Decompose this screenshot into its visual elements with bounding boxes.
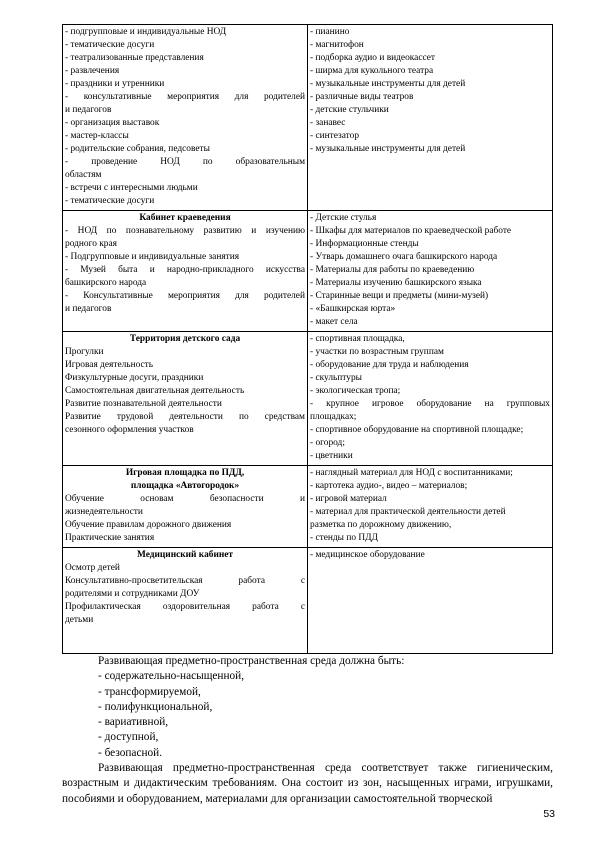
cell-line: - скульптуры xyxy=(310,373,362,383)
cell-line: - экологическая тропа; xyxy=(310,386,401,396)
cell-line: - Старинные вещи и предметы (мини-музей) xyxy=(310,291,489,301)
cell-line: Осмотр детей xyxy=(65,563,120,573)
section-title: Игровая площадка по ПДД, площадка «Автогородок» xyxy=(125,468,245,491)
cell-line: - Консультативные мероприятия для родителей xyxy=(65,291,305,301)
cell-line: - спортивная площадка, xyxy=(310,334,405,344)
list-item: - полифункциональной, xyxy=(98,700,213,713)
right-cell xyxy=(308,466,553,548)
cell-line: Самостоятельная двигательная деятельность xyxy=(65,386,245,396)
cell-line: - стенды по ПДД xyxy=(310,533,378,543)
cell-line: - цветники xyxy=(310,451,353,461)
cell-line: Игровая деятельность xyxy=(65,360,154,370)
cell-line: - музыкальные инструменты для детей xyxy=(310,79,466,89)
cell-line: - тематические досуги xyxy=(65,40,155,50)
cell-line: сезонного оформления участков xyxy=(65,425,194,435)
cell-line: и педагогов xyxy=(65,105,112,115)
cell-line: - консультативные мероприятия для родителей xyxy=(65,92,305,102)
cell-line: - Материалы изучению башкирского языка xyxy=(310,278,482,288)
cell-line: - ширма для кукольного театра xyxy=(310,66,434,76)
cell-line: - крупное игровое оборудование на групповых xyxy=(310,399,550,409)
cell-line: областям xyxy=(65,170,102,180)
cell-line: Практические занятия xyxy=(65,533,155,543)
cell-line: - Подгрупповые и индивидуальные занятия xyxy=(65,252,240,262)
cell-line: Обучение основам безопасности и xyxy=(65,494,305,504)
cell-line: - театрализованные представления xyxy=(65,53,204,63)
cell-line: - организация выставок xyxy=(65,118,160,128)
table-row xyxy=(63,25,553,211)
prose-intro: Развивающая предметно-пространственная среда должна быть: xyxy=(98,655,405,667)
cell-line: Развитие трудовой деятельности по средствам xyxy=(65,412,305,422)
cell-line: - детские стульчики xyxy=(310,105,389,115)
requirements-list xyxy=(62,669,553,761)
cell-line: - участки по возрастным группам xyxy=(310,347,444,357)
equipment-table xyxy=(62,24,553,654)
cell-line: - синтезатор xyxy=(310,131,360,141)
cell-line: Прогулки xyxy=(65,347,104,357)
left-cell xyxy=(63,211,308,332)
cell-line: разметка по дорожному движению, xyxy=(310,520,452,530)
cell-line: - спортивное оборудование на спортивной площадке; xyxy=(310,425,524,435)
cell-line: Обучение правилам дорожного движения xyxy=(65,520,232,530)
list-item: - содержательно-насыщенной, xyxy=(98,670,245,683)
cell-line: - праздники и утренники xyxy=(65,79,165,89)
cell-line: - тематические досуги xyxy=(65,196,155,206)
section-title: Кабинет краеведения xyxy=(139,213,231,223)
right-cell xyxy=(308,332,553,466)
cell-line: - пианино xyxy=(310,27,350,37)
cell-line: - «Башкирская юрта» xyxy=(310,304,396,314)
right-cell xyxy=(308,25,553,211)
cell-line: - развлечения xyxy=(65,66,120,76)
right-cell xyxy=(308,211,553,332)
cell-line: - Материалы для работы по краеведению xyxy=(310,265,475,275)
right-cell xyxy=(308,548,553,654)
section-title: Территория детского сада xyxy=(129,334,241,344)
table-row xyxy=(63,466,553,548)
list-item: - вариативной, xyxy=(98,716,169,729)
cell-line: - занавес xyxy=(310,118,346,128)
table-row xyxy=(63,211,553,332)
cell-line: Развитие познавательной деятельности xyxy=(65,399,222,409)
cell-line: Профилактическая оздоровительная работа с xyxy=(65,602,305,612)
cell-line: - Утварь домашнего очага башкирского народа xyxy=(310,252,498,262)
cell-line: - Шкафы для материалов по краеведческой работе xyxy=(310,226,512,236)
left-cell xyxy=(63,548,308,654)
cell-line: - медицинское оборудование xyxy=(310,550,425,560)
prose-paragraph: Развивающая предметно-пространственная среда соответствует также гигиеническим, возрастным и дидактическим требованиям. Она состоит из зон, насыщенных играми, игрушками, пособиями и оборудованием, материалами для организации самостоятельной творческой xyxy=(62,762,553,805)
list-item: - доступной, xyxy=(98,731,159,744)
cell-line: - оборудование для труда и наблюдения xyxy=(310,360,469,370)
table-row xyxy=(63,332,553,466)
cell-line: родителями и сотрудниками ДОУ xyxy=(65,589,200,599)
left-cell xyxy=(63,332,308,466)
cell-line: - различные виды театров xyxy=(310,92,414,102)
cell-line: - Информационные стенды xyxy=(310,239,419,249)
cell-line: - магнитофон xyxy=(310,40,364,50)
cell-line: - Детские стулья xyxy=(310,213,377,223)
cell-line: площадках; xyxy=(310,412,357,422)
left-cell xyxy=(63,466,308,548)
section-title: Медицинский кабинет xyxy=(136,550,234,560)
table-row xyxy=(63,548,553,654)
cell-line: - игровой материал xyxy=(310,494,387,504)
cell-line: - материал для практической деятельности детей xyxy=(310,507,506,517)
cell-line: Физкультурные досуги, праздники xyxy=(65,373,204,383)
cell-line: - макет села xyxy=(310,317,358,327)
cell-line: жизнедеятельности xyxy=(65,507,143,517)
cell-line: родного края xyxy=(65,239,117,249)
prose-block xyxy=(62,654,553,807)
cell-line: - проведение НОД по образовательным xyxy=(65,157,305,167)
cell-line: детьми xyxy=(65,615,94,625)
cell-line: и педагогов xyxy=(65,304,112,314)
list-item: - безопасной. xyxy=(98,746,163,759)
cell-line: - НОД по познавательному развитию и изучению xyxy=(65,226,305,236)
cell-line: - подгрупповые и индивидуальные НОД xyxy=(65,27,227,37)
cell-line: - подборка аудио и видеокассет xyxy=(310,53,436,63)
cell-line: - наглядный материал для НОД с воспитанниками; xyxy=(310,468,513,478)
page-number: 53 xyxy=(543,808,555,820)
left-cell xyxy=(63,25,308,211)
cell-line: - встречи с интересными людьми xyxy=(65,183,198,193)
cell-line: - родительские собрания, педсоветы xyxy=(65,144,210,154)
cell-line: - огород; xyxy=(310,438,345,448)
cell-line: - мастер-классы xyxy=(65,131,129,141)
cell-line: Консультативно-просветительская работа с xyxy=(65,576,305,586)
cell-line: башкирского народа xyxy=(65,278,147,288)
cell-line: - музыкальные инструменты для детей xyxy=(310,144,466,154)
list-item: - трансформируемой, xyxy=(98,685,201,698)
cell-line: - картотека аудио-, видео – материалов; xyxy=(310,481,468,491)
cell-line: - Музей быта и народно-прикладного искусства xyxy=(65,265,305,275)
